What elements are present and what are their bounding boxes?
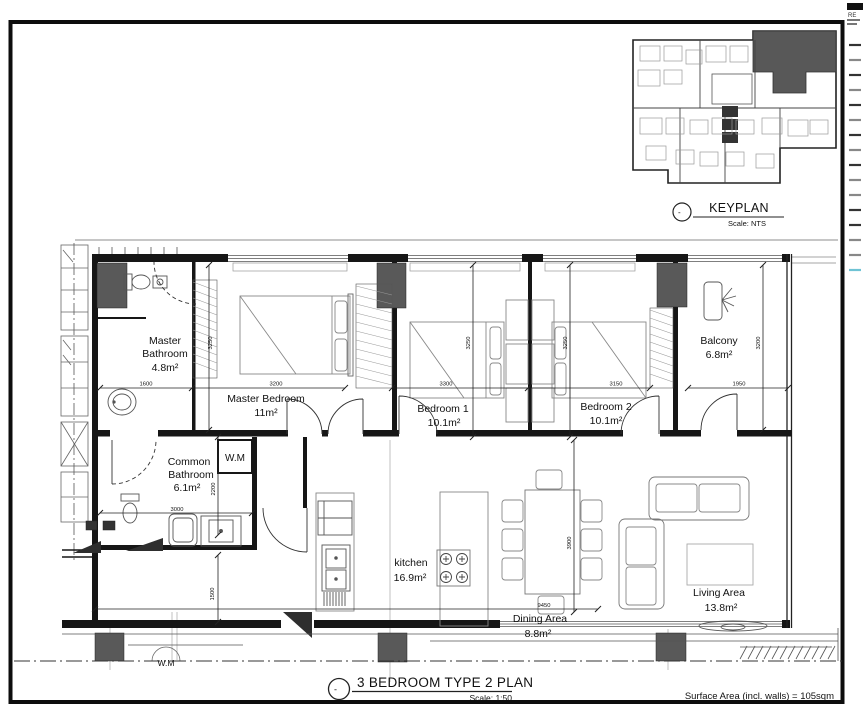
revision-strip <box>847 3 863 270</box>
room-label-kitchen: kitchen <box>394 557 428 569</box>
plan-marker-circle <box>329 679 350 700</box>
dim-balcony-depth: 3200 <box>756 336 762 350</box>
room-label-common-bathroom-1: Common <box>167 456 211 468</box>
dim-bedroom2-width: 3150 <box>609 381 623 388</box>
adjacent-shafts <box>61 245 88 522</box>
washing-machine-lower-label: W.M <box>157 658 175 668</box>
plan-title-block <box>329 675 835 703</box>
walls <box>62 253 792 629</box>
dim-bedroom1-width: 3300 <box>439 381 453 388</box>
keyplan-marker-circle <box>673 203 691 221</box>
keyplan-title: KEYPLAN <box>709 201 769 215</box>
keyplan-marker-dash: - <box>678 208 681 217</box>
terrace-strip <box>14 628 843 661</box>
dim-master-depth: 3250 <box>208 336 214 350</box>
dim-master-bath-width: 1600 <box>139 381 153 388</box>
dim-balcony-width: 1950 <box>732 381 746 388</box>
room-label-master-bathroom-2: Bathroom <box>142 348 188 360</box>
furniture <box>240 282 767 631</box>
room-area-bedroom2: 10.1m² <box>589 415 623 427</box>
room-label-balcony: Balcony <box>700 335 738 347</box>
room-area-kitchen: 16.9m² <box>393 572 427 584</box>
surface-area-note: Surface Area (incl. walls) = 105sqm <box>684 691 834 702</box>
dim-bath-width: 3000 <box>170 507 184 513</box>
keyplan <box>633 31 836 228</box>
fixtures <box>108 274 488 626</box>
dimension-lines <box>92 262 791 625</box>
railing-hatch <box>740 646 835 659</box>
room-area-living: 13.8m² <box>704 602 738 614</box>
dim-bedroom1-depth: 3250 <box>466 336 472 350</box>
keyplan-scale: Scale: NTS <box>728 219 766 228</box>
common-bath-fixtures <box>121 494 241 546</box>
room-area-balcony: 6.8m² <box>705 349 733 361</box>
dim-bath-depth: 2200 <box>211 482 217 496</box>
plan-title: 3 BEDROOM TYPE 2 PLAN <box>357 675 534 690</box>
room-label-master-bathroom-1: Master <box>148 335 182 347</box>
plan-scale: Scale: 1:50 <box>469 693 512 703</box>
room-label-bedroom2: Bedroom 2 <box>580 401 632 413</box>
room-label-dining: Dining Area <box>512 613 568 625</box>
dimension-ticks <box>92 262 791 625</box>
room-area-master-bedroom: 11m² <box>254 407 278 419</box>
washing-machine-label: W.M <box>225 453 245 464</box>
room-label-living: Living Area <box>693 587 745 599</box>
dim-master-bed-width: 3200 <box>269 381 283 388</box>
dim-bedroom2-depth: 3250 <box>563 336 569 350</box>
dim-dining-depth: 3900 <box>567 536 573 550</box>
dim-corridor-depth: 1500 <box>210 587 216 601</box>
revision-header-label: RE <box>848 13 857 19</box>
room-label-master-bedroom: Master Bedroom <box>227 393 305 405</box>
dim-overall-width: 9450 <box>537 603 551 609</box>
balcony-plant <box>704 282 736 320</box>
room-label-bedroom1: Bedroom 1 <box>417 403 469 415</box>
stove <box>437 550 470 586</box>
room-area-master-bathroom: 4.8m² <box>151 362 179 374</box>
master-bed <box>240 294 353 376</box>
room-label-common-bathroom-2: Bathroom <box>168 469 214 481</box>
room-area-dining: 8.8m² <box>524 628 552 640</box>
plan-marker-dash: - <box>334 684 337 695</box>
bedroom1-bed <box>410 322 504 398</box>
room-area-common-bathroom: 6.1m² <box>173 482 201 494</box>
room-area-bedroom1: 10.1m² <box>427 417 461 429</box>
dining-table <box>502 470 602 614</box>
bedroom2-bed <box>552 322 646 398</box>
